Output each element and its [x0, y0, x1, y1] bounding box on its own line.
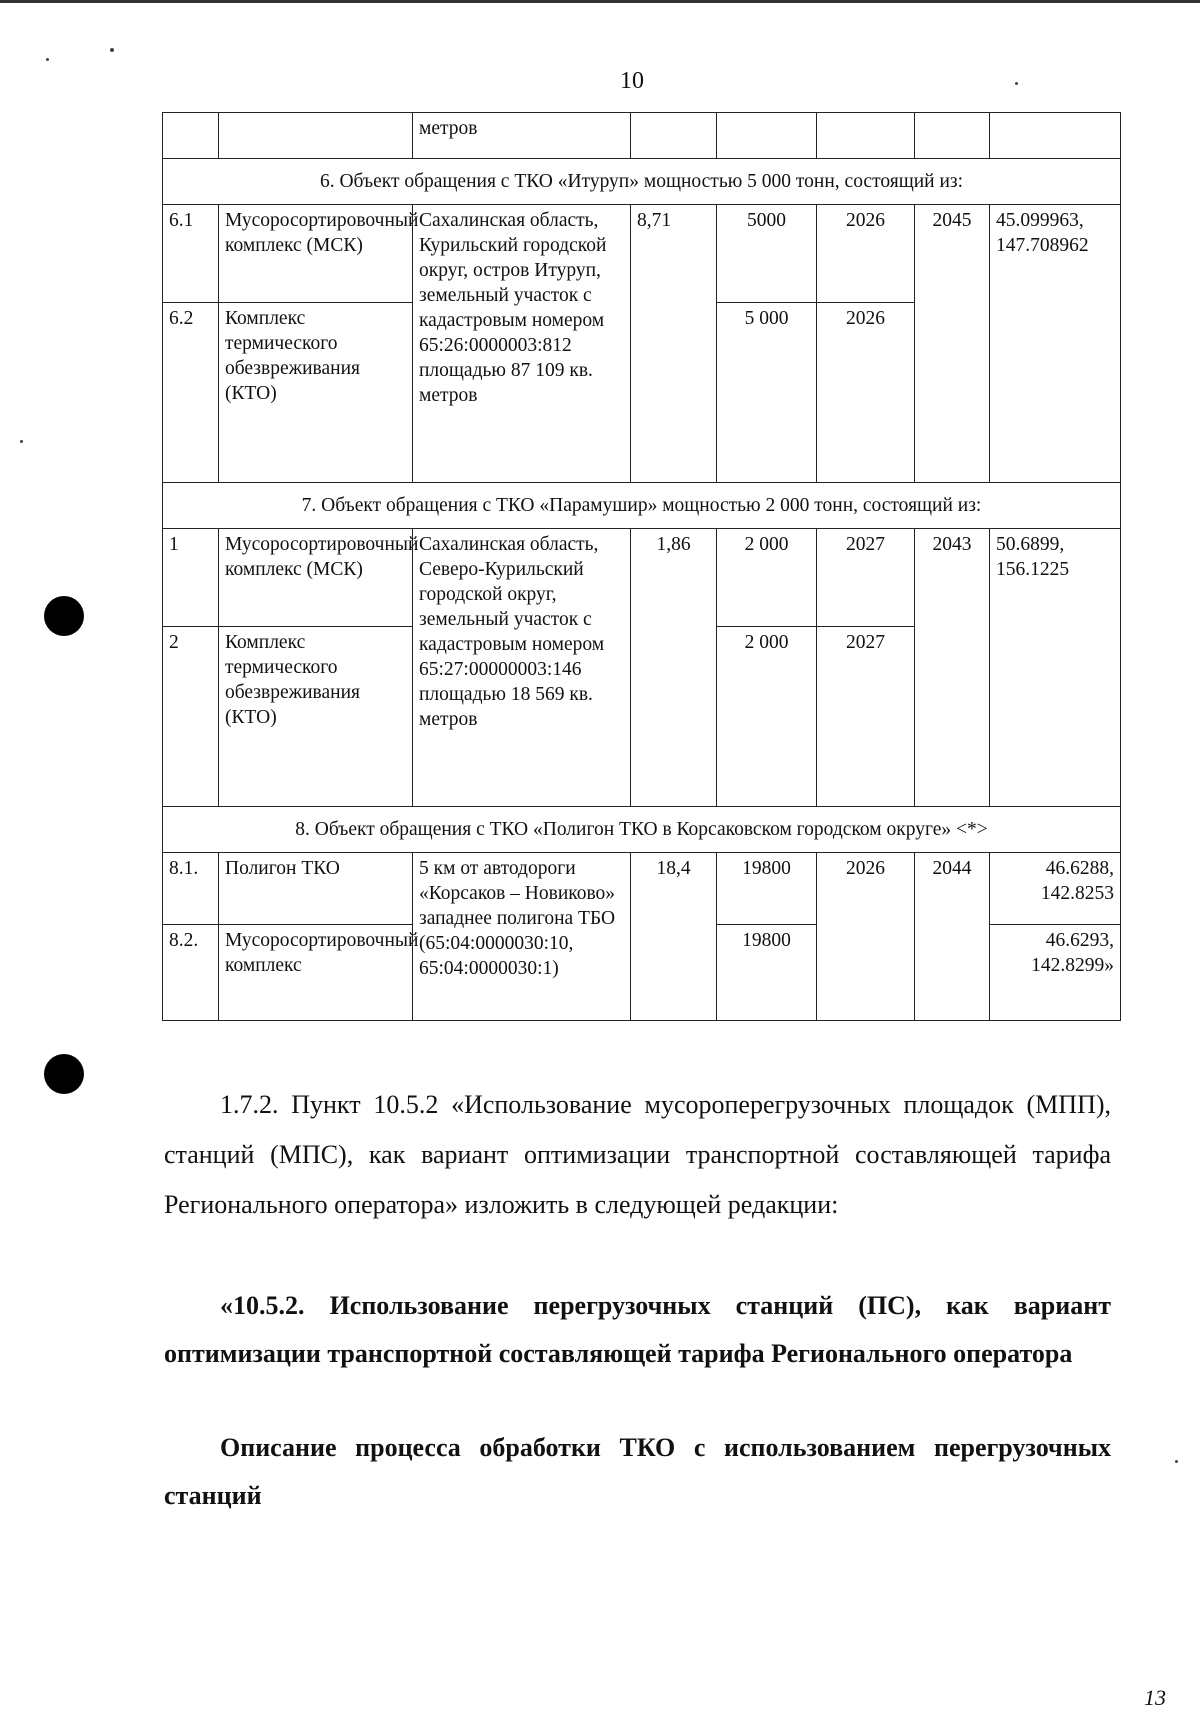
location-cell: Сахалинская область, Северо-Курильский городской округ, земельный участок с кадастровым номером 65:27:00000003:146 площадью 18 569 кв. метров: [413, 529, 631, 807]
subsection-heading: Описание процесса обработки ТКО с использованием перегрузочных станций: [164, 1433, 1111, 1510]
table-cell: [219, 113, 413, 159]
table-cell: [717, 113, 817, 159]
table-cell: [915, 113, 990, 159]
amendment-paragraph: 1.7.2. Пункт 10.5.2 «Использование мусороперегрузочных площадок (МПП), станций (МПС), как вариант оптимизации транспортной составляющей тарифа Регионального оператора» изложить в следующей редакции:: [164, 1090, 1111, 1219]
section-heading: «10.5.2. Использование перегрузочных станций (ПС), как вариант оптимизации транспортной составляющей тарифа Регионального оператора: [164, 1291, 1111, 1368]
capacity-cell: 5000: [717, 205, 817, 303]
section-title: 6. Объект обращения с ТКО «Итуруп» мощностью 5 000 тонн, состоящий из:: [163, 159, 1121, 205]
row-number: 2: [163, 627, 219, 807]
table-row: [163, 205, 1121, 303]
facility-name: Мусоросортировочный комплекс (МСК): [219, 205, 413, 303]
table-cell: [817, 113, 915, 159]
table-row: [163, 529, 1121, 627]
table-cell: [631, 113, 717, 159]
punch-hole-bottom: [44, 1054, 84, 1094]
row-number: 8.1.: [163, 853, 219, 925]
capacity-cell: 19800: [717, 925, 817, 1021]
start-year-cell: 2027: [817, 627, 915, 807]
area-cell: 8,71: [631, 205, 717, 483]
coordinates-cell: 46.6293, 142.8299»: [990, 925, 1121, 1021]
start-year-cell: 2026: [817, 853, 915, 1021]
table-row: [163, 853, 1121, 925]
area-cell: 18,4: [631, 853, 717, 1021]
capacity-cell: 19800: [717, 853, 817, 925]
row-number: 6.2: [163, 303, 219, 483]
start-year-cell: 2026: [817, 303, 915, 483]
section-header-row: [163, 159, 1121, 205]
table-row-continuation: [163, 113, 1121, 159]
facility-name: Мусоросортировочный комплекс: [219, 925, 413, 1021]
scan-speck: [1175, 1460, 1178, 1463]
location-cell: метров: [413, 113, 631, 159]
table-cell: [163, 113, 219, 159]
row-number: 6.1: [163, 205, 219, 303]
coordinates-cell: 45.099963, 147.708962: [990, 205, 1121, 483]
coordinates-cell: 46.6288, 142.8253: [990, 853, 1121, 925]
scan-speck: [110, 48, 114, 52]
start-year-cell: 2026: [817, 205, 915, 303]
page-number: 10: [620, 68, 644, 94]
facility-name: Полигон ТКО: [219, 853, 413, 925]
capacity-cell: 2 000: [717, 627, 817, 807]
table-cell: [990, 113, 1121, 159]
capacity-cell: 2 000: [717, 529, 817, 627]
row-number: 8.2.: [163, 925, 219, 1021]
scan-speck: [20, 440, 23, 443]
end-year-cell: 2045: [915, 205, 990, 483]
facility-name: Мусоросортировочный комплекс (МСК): [219, 529, 413, 627]
top-border-line: [0, 0, 1200, 3]
row-number: 1: [163, 529, 219, 627]
section-title: 8. Объект обращения с ТКО «Полигон ТКО в Корсаковском городском округе» <*>: [163, 807, 1121, 853]
location-cell: 5 км от автодороги «Корсаков – Новиково» западнее полигона ТБО (65:04:0000030:10, 65:04:0000030:1): [413, 853, 631, 1021]
start-year-cell: 2027: [817, 529, 915, 627]
scan-speck: [46, 58, 49, 61]
section-header-row: [163, 807, 1121, 853]
waste-facilities-table: [162, 112, 1121, 1021]
section-header-row: [163, 483, 1121, 529]
section-title: 7. Объект обращения с ТКО «Парамушир» мощностью 2 000 тонн, состоящий из:: [163, 483, 1121, 529]
facility-name: Комплекс термического обезвреживания (КТО): [219, 627, 413, 807]
end-year-cell: 2044: [915, 853, 990, 1021]
end-year-cell: 2043: [915, 529, 990, 807]
punch-hole-top: [44, 596, 84, 636]
scan-speck: [1015, 82, 1018, 85]
area-cell: 1,86: [631, 529, 717, 807]
sheet-number: 13: [1144, 1685, 1166, 1710]
coordinates-cell: 50.6899, 156.1225: [990, 529, 1121, 807]
capacity-cell: 5 000: [717, 303, 817, 483]
facility-name: Комплекс термического обезвреживания (КТО): [219, 303, 413, 483]
location-cell: Сахалинская область, Курильский городской округ, остров Итуруп, земельный участок с кадастровым номером 65:26:0000003:812 площадью 87 109 кв. метров: [413, 205, 631, 483]
